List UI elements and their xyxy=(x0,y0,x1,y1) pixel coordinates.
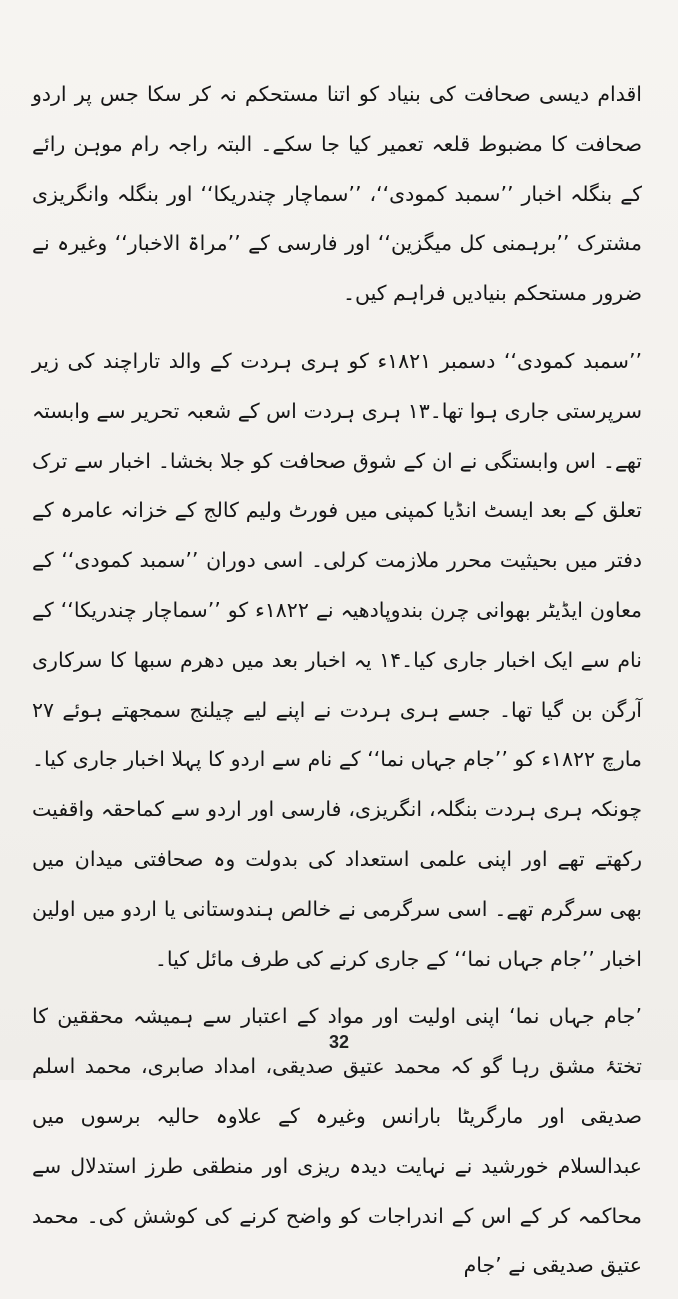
body-text xyxy=(32,70,642,1299)
paragraph-sambad-kaumudi: ’’سمبد کمودی‘‘ دسمبر ۱۸۲۱ء کو ہری ہردت کے والد تاراچند کی زیر سرپرستی جاری ہوا تھا۔۱۳ ہری ہردت اس کے شعبہ تحریر سے وابستہ تھے۔ اس وابستگی نے ان کے شوق صحافت کو جلا بخشا۔ اخبار سے ترک تعلق کے بعد ایسٹ انڈیا کمپنی میں فورٹ ولیم کالج کے خزانہ عامرہ کے دفتر میں بحیثیت محرر ملازمت کرلی۔ اسی دوران ’’سمبد کمودی‘‘ کے معاون ایڈیٹر بھوانی چرن بندوپادھیہ نے ۱۸۲۲ء کو ’’سماچار چندریکا‘‘ کے نام سے ایک اخبار جاری کیا۔۱۴ یہ اخبار بعد میں دھرم سبھا کا سرکاری آرگن بن گیا تھا۔ جسے ہری ہردت نے اپنے لیے چیلنج سمجھتے ہوئے ۲۷ مارچ ۱۸۲۲ء کو ’’جام جہاں نما‘‘ کے نام سے اردو کا پہلا اخبار جاری کیا۔ چونکہ ہری ہردت بنگلہ، انگریزی، فارسی اور اردو سے کماحقہ واقفیت رکھتے تھے اور اپنی علمی استعداد کی بدولت وہ صحافتی میدان میں بھی سرگرم تھے۔ اسی سرگرمی نے خالص ہندوستانی یا اردو میں اولین اخبار ’’جام جہاں نما‘‘ کے جاری کرنے کی طرف مائل کیا۔ xyxy=(32,348,643,971)
page-number: 32 xyxy=(328,1032,350,1052)
paragraph-intro: اقدام دیسی صحافت کی بنیاد کو اتنا مستحکم نہ کر سکا جس پر اردو صحافت کا مضبوط قلعہ تعمیر کیا جا سکے۔ البتہ راجہ رام موہن رائے کے بنگلہ اخبار ’’سمبد کمودی‘‘، ’’سماچار چندریکا‘‘ اور بنگلہ وانگریزی مشترک ’’برہمنی کل میگزین‘‘ اور فارسی کے ’’مراۃ الاخبار‘‘ وغیرہ نے ضرور مستحکم بنیادیں فراہم کیں۔ xyxy=(32,82,642,306)
paragraph-jam-e-jahan-numa: ’جام جہاں نما‘ اپنی اولیت اور مواد کے اعتبار سے ہمیشہ محققین کا تختۂ مشق رہا گو کہ محمد عتیق صدیقی، امداد صابری، محمد اسلم صدیقی اور مارگریٹا بارانس وغیرہ کے علاوہ حالیہ برسوں میں عبدالسلام خورشید نے نہایت دیدہ ریزی اور منطقی طرز استدلال سے محاکمہ کر کے اس کے اندراجات کو واضح کرنے کی کوشش کی۔ محمد عتیق صدیقی نے ’جام xyxy=(32,1004,642,1278)
